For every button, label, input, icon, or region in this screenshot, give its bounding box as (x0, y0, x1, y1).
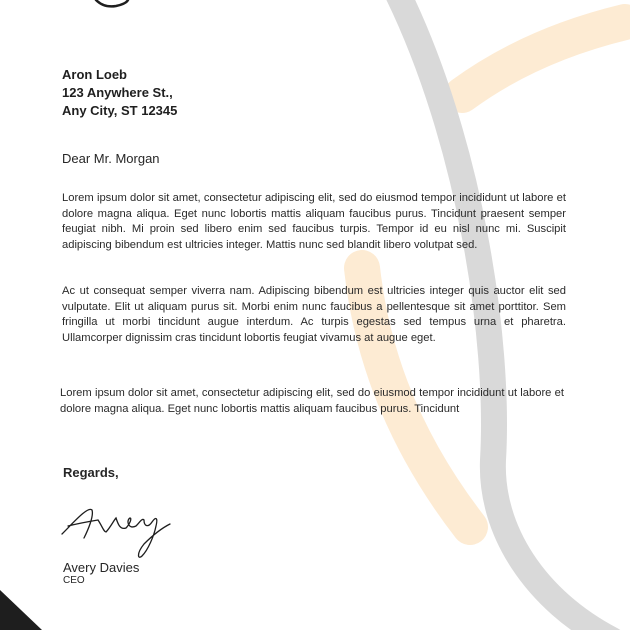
body-paragraph-3: Lorem ipsum dolor sit amet, consectetur adipiscing elit, sed do eiusmod tempor incididunt ut labore et dolore magna aliqua. Eget nunc lobortis mattis aliquam faucibus purus. Tincidunt (60, 387, 564, 415)
signer-name: Avery Davies (63, 560, 140, 575)
body-paragraph-1: Lorem ipsum dolor sit amet, consectetur adipiscing elit, sed do eiusmod tempor incididunt ut labore et dolore magna aliqua. Eget nunc lobortis mattis aliquam faucibus purus. Tincidunt praesent semper feugiat nibh. Mi proin sed libero enim sed faucibus turpis. Tempor id eu nisl nunc mi. Suscipit adipiscing bibendum est ultricies integer. Mattis nunc sed blandit libero volutpat sed. (62, 192, 566, 251)
handwritten-signature (58, 498, 178, 568)
body-paragraph-2: Ac ut consequat semper viverra nam. Adipiscing bibendum est ultricies integer quis auctor elit sed vulputate. Elit ut aliquam purus sit. Morbi enim nunc faucibus a pellentesque sit amet porttitor. Sem fringilla ut morbi tincidunt augue interdum. Ac turpis egestas sed tempus urna et pharetra. Ullamcorper dignissim cras tincidunt lobortis feugiat vivamus at augue eget. (62, 285, 566, 344)
closing: Regards, (63, 465, 119, 480)
sender-name: Aron Loeb (62, 67, 127, 82)
sender-street: 123 Anywhere St., (62, 85, 173, 100)
signature-stroke-a (62, 509, 98, 538)
salutation: Dear Mr. Morgan (62, 151, 160, 166)
signer-title: CEO (63, 575, 85, 586)
sender-city: Any City, ST 12345 (62, 103, 178, 118)
signature-stroke-very (98, 518, 170, 557)
